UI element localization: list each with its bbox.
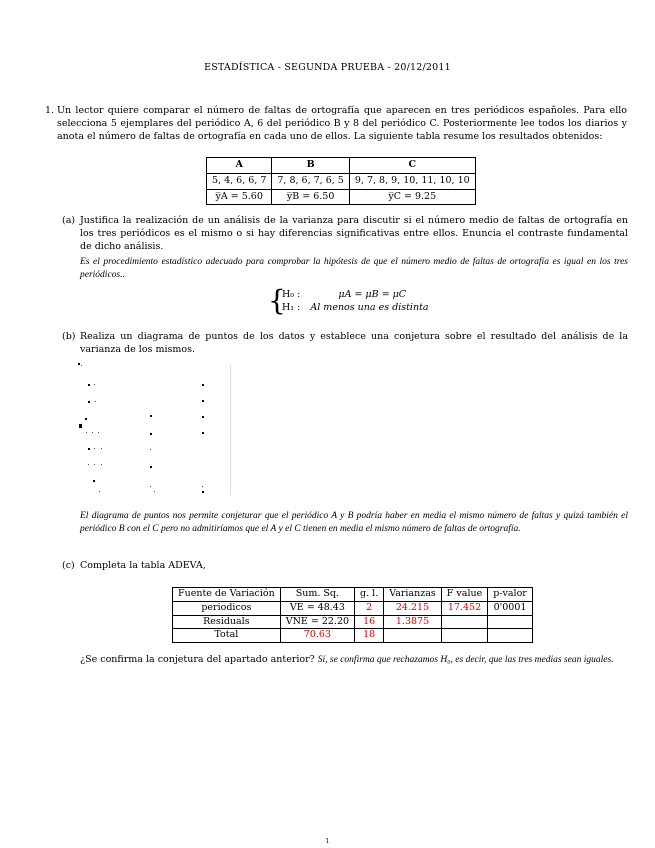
dot-point: [202, 416, 204, 418]
part-c-text: Completa la tabla ADEVA,: [80, 560, 206, 571]
adeva-row-total: [173, 629, 533, 643]
adeva-p: [488, 615, 533, 629]
dot-point: [88, 464, 89, 465]
h0-row: [282, 289, 406, 302]
dot-point: [202, 400, 204, 402]
part-a-answer: Es el procedimiento estadístico adecuado para comprobar la hipótesis de que el número medio de faltas de ortografía es igual en los tres periódicos..: [80, 257, 628, 280]
adeva-p: [488, 629, 533, 643]
dot-point: [101, 464, 102, 465]
data-table: [206, 157, 476, 205]
question-text: Un lector quiere comparar el número de faltas de ortografía que aparecen en tres periódicos españoles. Para ello selecciona 5 ejemplares del periódico A, 6 del periódico B y 8 del periódico C. Posteriormente lee todos los diarios y anota el número de faltas de ortografía en cada uno de ellos. La siguiente tabla resume los resultados obtenidos:: [57, 105, 627, 142]
part-b-label: (b): [62, 331, 76, 342]
dot-point: [202, 486, 203, 487]
h1-label: H₁ :: [282, 302, 301, 313]
dot-point: [95, 401, 96, 402]
part-a-label: (a): [62, 215, 76, 226]
adeva-source: periodicos: [173, 601, 281, 615]
adeva-header: Varianzas: [384, 588, 442, 602]
adeva-var: [384, 629, 442, 643]
part-c-conclusion: [80, 654, 628, 667]
adeva-header: g. l.: [355, 588, 384, 602]
dot-point: [154, 491, 155, 492]
header-a: A: [207, 158, 272, 174]
dot-point: [88, 384, 90, 386]
h0-expression: μA = μB = μC: [338, 289, 407, 300]
adeva-row-periodicos: [173, 601, 533, 615]
dot-point: [94, 464, 95, 465]
adeva-row-residuals: [173, 615, 533, 629]
dot-point: [93, 480, 95, 482]
dot-point: [92, 432, 93, 433]
adeva-source: Total: [173, 629, 281, 643]
h0-label: H₀ :: [282, 289, 301, 300]
part-b-answer: El diagrama de puntos nos permite conjeturar que el periódico A y B podría haber en media el mismo número de faltas y quizá también el periódico B con el C pero no admitiríamos que el A y el C tienen en media el mismo número de faltas de ortografía.: [80, 511, 628, 534]
dot-point: [202, 432, 204, 434]
dot-point: [88, 401, 90, 403]
dot-point: [78, 363, 80, 365]
dot-point: [202, 491, 204, 493]
dot-point: [150, 486, 151, 487]
dot-point: [150, 433, 152, 435]
adeva-p: 0'0001: [488, 601, 533, 615]
adeva-var: 1.3875: [384, 615, 442, 629]
brace-symbol: {: [268, 284, 286, 317]
dot-point: [98, 432, 99, 433]
dot-point: [94, 384, 95, 385]
adeva-header: F value: [441, 588, 487, 602]
part-c-question: ¿Se confirma la conjetura del apartado anterior?: [80, 654, 315, 665]
adeva-df: 2: [355, 601, 384, 615]
header-c: C: [349, 158, 475, 174]
dot-point: [94, 448, 95, 449]
dot-point: [202, 384, 204, 386]
adeva-ss: VE = 48.43: [280, 601, 354, 615]
dot-point: [150, 415, 152, 417]
dot-point: [101, 448, 102, 449]
adeva-header: Sum. Sq.: [280, 588, 354, 602]
dot-point: [99, 491, 100, 492]
dot-point: [88, 448, 90, 450]
adeva-f: [441, 615, 487, 629]
adeva-df: 16: [355, 615, 384, 629]
page-number: 1: [325, 838, 330, 845]
h1-expression: Al menos una es distinta: [310, 302, 429, 313]
part-a-text: Justifica la realización de un análisis de la varianza para discutir si el número medio de faltas de ortografía en los tres periódicos es el mismo o si hay diferencias significativas entre ellos. Enuncia el contraste fundamental de dicho análisis.: [80, 215, 628, 252]
adeva-header: p-valor: [488, 588, 533, 602]
mean-a: y̅A = 5.60: [207, 189, 272, 205]
adeva-source: Residuals: [173, 615, 281, 629]
page-title: ESTADÍSTICA - SEGUNDA PRUEBA - 20/12/2011: [204, 62, 451, 73]
mean-b: y̅B = 6.50: [272, 189, 349, 205]
adeva-table: [172, 587, 533, 643]
mean-c: y̅C = 9.25: [349, 189, 475, 205]
question-number: 1.: [45, 105, 55, 116]
adeva-ss: 70.63: [280, 629, 354, 643]
dot-point: [150, 449, 151, 450]
part-c-label: (c): [62, 560, 75, 571]
values-a: 5, 4, 6, 6, 7: [207, 173, 272, 189]
part-c-answer: Sí, se confirma que rechazamos H₀, es decir, que las tres medias sean iguales.: [317, 655, 614, 665]
header-b: B: [272, 158, 349, 174]
values-c: 9, 7, 8, 9, 10, 11, 10, 10: [349, 173, 475, 189]
part-b-text: Realiza un diagrama de puntos de los datos y establece una conjetura sobre el resultado del análisis de la varianza de los mismos.: [80, 331, 628, 355]
adeva-ss: VNE = 22.20: [280, 615, 354, 629]
dot-point: [81, 365, 82, 366]
adeva-f: [441, 629, 487, 643]
dot-point: [86, 432, 87, 433]
dot-point: [79, 424, 82, 428]
adeva-var: 24.215: [384, 601, 442, 615]
adeva-f: 17.452: [441, 601, 487, 615]
adeva-header: Fuente de Variación: [173, 588, 281, 602]
dot-point: [85, 418, 87, 420]
adeva-df: 18: [355, 629, 384, 643]
diagram-border-line: [230, 365, 231, 495]
values-b: 7, 8, 6, 7, 6, 5: [272, 173, 349, 189]
dot-point: [150, 466, 152, 468]
dot-diagram: [76, 360, 236, 500]
h1-row: [282, 302, 429, 315]
